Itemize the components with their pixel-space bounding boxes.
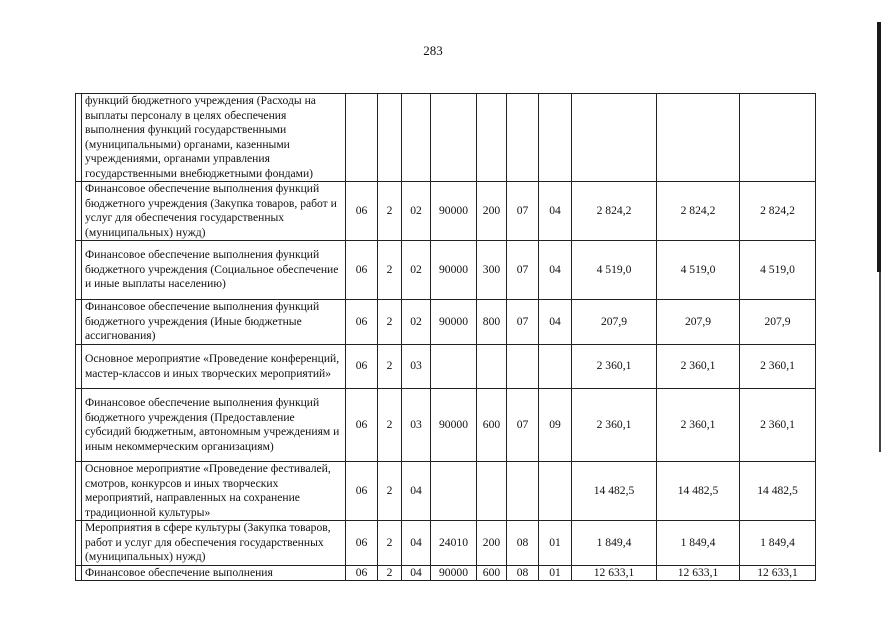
code-subprogram: 2 [378,241,402,300]
scan-edge-shadow [877,22,881,272]
code-subprogram: 2 [378,182,402,241]
amount-year-1: 207,9 [572,300,657,345]
row-name: Основное мероприятие «Проведение конференций, мастер-классов и иных творческих мероприятий» [82,345,346,389]
amount-year-1: 14 482,5 [572,462,657,521]
code-expense-type: 600 [477,565,507,580]
row-name: Основное мероприятие «Проведение фестивалей, смотров, конкурсов и иных творческих мероприятий, направленных на сохранение традиционной культуры» [82,462,346,521]
code-subsection: 04 [539,300,572,345]
amount-year-1: 2 824,2 [572,182,657,241]
code-event: 04 [402,521,431,566]
row-name: Финансовое обеспечение выполнения функций бюджетного учреждения (Закупка товаров, работ и услуг для обеспечения государственных (муниципальных) нужд) [82,182,346,241]
table-row [76,345,816,389]
amount-year-3: 2 360,1 [740,389,816,462]
amount-year-1 [572,94,657,182]
amount-year-1: 2 360,1 [572,345,657,389]
amount-year-2: 207,9 [657,300,740,345]
code-subprogram: 2 [378,565,402,580]
code-section: 08 [507,565,539,580]
code-expense-type [477,345,507,389]
code-program: 06 [346,300,378,345]
code-section: 07 [507,182,539,241]
code-direction: 90000 [431,565,477,580]
row-name: Финансовое обеспечение выполнения функций бюджетного учреждения (Предоставление субсидий бюджетным, автономным учреждениям и иным некоммерческим организациям) [82,389,346,462]
code-subsection: 04 [539,241,572,300]
code-subsection [539,462,572,521]
row-name: Финансовое обеспечение выполнения [82,565,346,580]
code-expense-type: 200 [477,521,507,566]
code-direction [431,462,477,521]
code-section: 07 [507,241,539,300]
amount-year-3: 14 482,5 [740,462,816,521]
row-name: функций бюджетного учреждения (Расходы на выплаты персоналу в целях обеспечения выполнения функций государственными (муниципальными) органами, казенными учреждениями, органами управления государственными внебюджетными фондами) [82,94,346,182]
code-subprogram: 2 [378,300,402,345]
code-section: 07 [507,300,539,345]
amount-year-1: 12 633,1 [572,565,657,580]
amount-year-3 [740,94,816,182]
table-row [76,182,816,241]
code-direction: 90000 [431,300,477,345]
amount-year-2: 1 849,4 [657,521,740,566]
code-direction: 90000 [431,241,477,300]
code-direction: 24010 [431,521,477,566]
code-subsection [539,345,572,389]
code-expense-type: 800 [477,300,507,345]
code-subprogram: 2 [378,521,402,566]
code-program: 06 [346,462,378,521]
code-subsection [539,94,572,182]
table-row [76,94,816,182]
amount-year-2: 14 482,5 [657,462,740,521]
amount-year-2: 2 824,2 [657,182,740,241]
table-row [76,565,816,580]
amount-year-3: 1 849,4 [740,521,816,566]
row-name: Финансовое обеспечение выполнения функций бюджетного учреждения (Социальное обеспечение и иные выплаты населению) [82,241,346,300]
page-number: 283 [423,43,443,58]
amount-year-3: 2 360,1 [740,345,816,389]
code-section: 08 [507,521,539,566]
code-program [346,94,378,182]
table-row [76,389,816,462]
amount-year-2: 2 360,1 [657,345,740,389]
code-subprogram: 2 [378,462,402,521]
code-event [402,94,431,182]
code-section [507,462,539,521]
code-program: 06 [346,389,378,462]
code-direction: 90000 [431,389,477,462]
table-row [76,462,816,521]
table-row [76,300,816,345]
code-subsection: 09 [539,389,572,462]
code-program: 06 [346,565,378,580]
code-expense-type [477,462,507,521]
code-event: 04 [402,462,431,521]
table-row [76,241,816,300]
code-event: 02 [402,300,431,345]
amount-year-1: 4 519,0 [572,241,657,300]
code-subprogram [378,94,402,182]
amount-year-1: 1 849,4 [572,521,657,566]
amount-year-3: 12 633,1 [740,565,816,580]
code-expense-type [477,94,507,182]
code-expense-type: 300 [477,241,507,300]
code-subprogram: 2 [378,345,402,389]
amount-year-3: 207,9 [740,300,816,345]
code-event: 04 [402,565,431,580]
row-name: Мероприятия в сфере культуры (Закупка товаров, работ и услуг для обеспечения государственных (муниципальных) нужд) [82,521,346,566]
table-row [76,521,816,566]
amount-year-2: 4 519,0 [657,241,740,300]
code-expense-type: 200 [477,182,507,241]
code-expense-type: 600 [477,389,507,462]
amount-year-2: 2 360,1 [657,389,740,462]
code-subprogram: 2 [378,389,402,462]
amount-year-3: 2 824,2 [740,182,816,241]
amount-year-1: 2 360,1 [572,389,657,462]
code-direction [431,94,477,182]
code-event: 03 [402,389,431,462]
code-event: 02 [402,241,431,300]
code-direction: 90000 [431,182,477,241]
code-event: 03 [402,345,431,389]
code-subsection: 01 [539,521,572,566]
amount-year-2: 12 633,1 [657,565,740,580]
budget-table [75,93,816,581]
code-direction [431,345,477,389]
code-section: 07 [507,389,539,462]
code-program: 06 [346,521,378,566]
scan-edge-shadow-lower [879,272,881,452]
amount-year-3: 4 519,0 [740,241,816,300]
row-name: Финансовое обеспечение выполнения функций бюджетного учреждения (Иные бюджетные ассигнования) [82,300,346,345]
code-program: 06 [346,182,378,241]
code-section [507,94,539,182]
code-subsection: 04 [539,182,572,241]
code-subsection: 01 [539,565,572,580]
code-section [507,345,539,389]
amount-year-2 [657,94,740,182]
code-program: 06 [346,345,378,389]
code-event: 02 [402,182,431,241]
code-program: 06 [346,241,378,300]
